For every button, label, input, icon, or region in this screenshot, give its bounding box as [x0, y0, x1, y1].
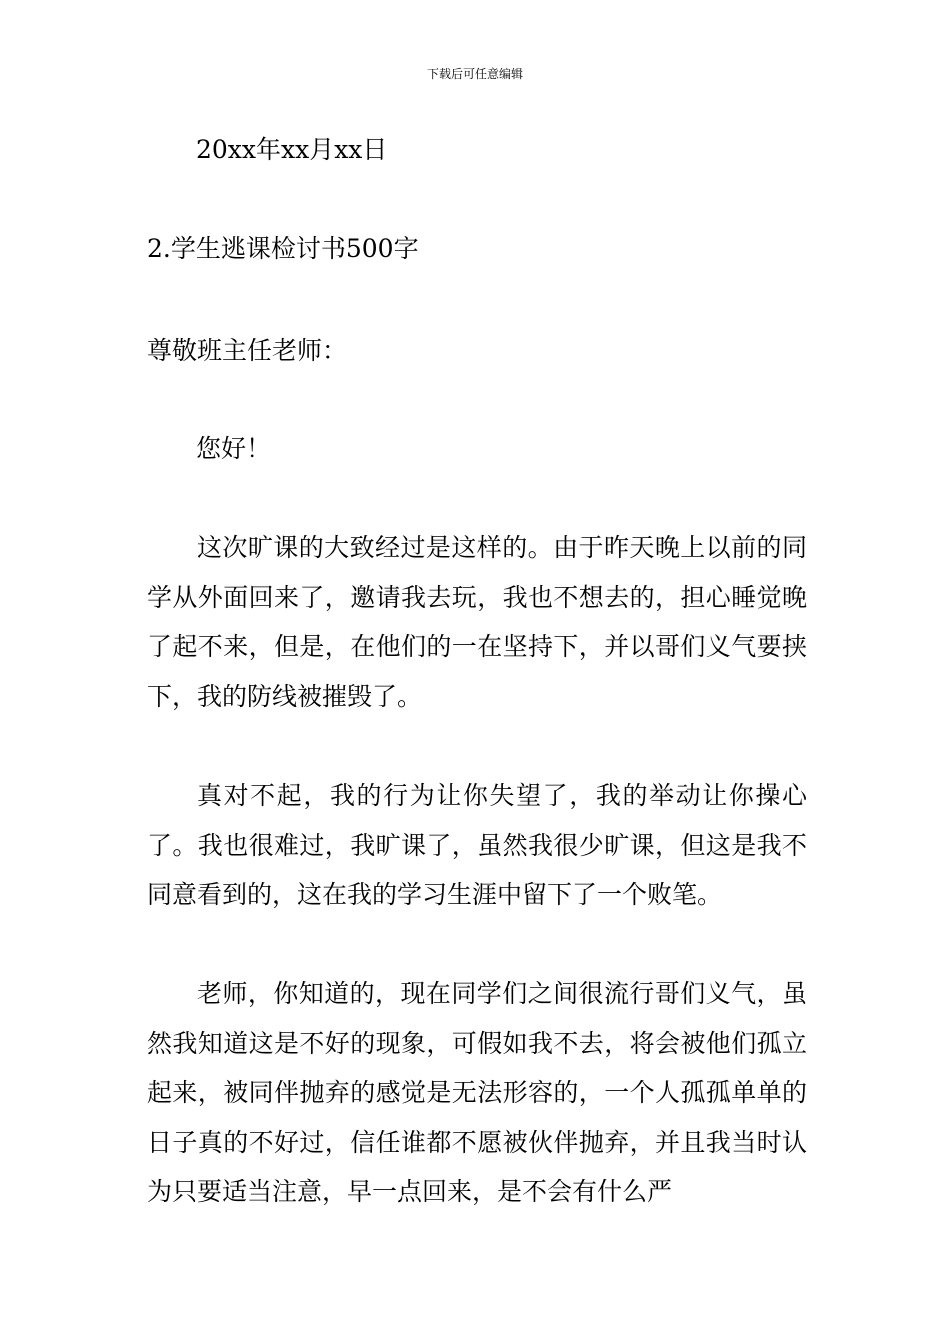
- date-line: 20xx年xx月xx日: [196, 135, 388, 164]
- salutation: 尊敬班主任老师：: [147, 336, 348, 365]
- header-note: 下载后可任意编辑: [426, 67, 523, 81]
- greeting: 您好！: [196, 434, 272, 463]
- paragraph-1: 这次旷课的大致经过是这样的。由于昨天晚上以前的同学从外面回来了，邀请我去玩，我也不想去的，担心睡觉晚了起不来，但是，在他们的一在坚持下，并以哥们义气要挟下，我的防线被摧毁了。: [147, 533, 807, 711]
- paragraph-2: 真对不起，我的行为让你失望了，我的举动让你操心了。我也很难过，我旷课了，虽然我很少旷课，但这是我不同意看到的，这在我的学习生涯中留下了一个败笔。: [147, 781, 807, 910]
- section-title: 2.学生逃课检讨书500字: [147, 234, 419, 263]
- paragraph-3: 老师，你知道的，现在同学们之间很流行哥们义气，虽然我知道这是不好的现象，可假如我不去，将会被他们孤立起来，被同伴抛弃的感觉是无法形容的，一个人孤孤单单的日子真的不好过，信任谁都不愿被伙伴抛弃，并且我当时认为只要适当注意，早一点回来，是不会有什么严: [147, 979, 807, 1207]
